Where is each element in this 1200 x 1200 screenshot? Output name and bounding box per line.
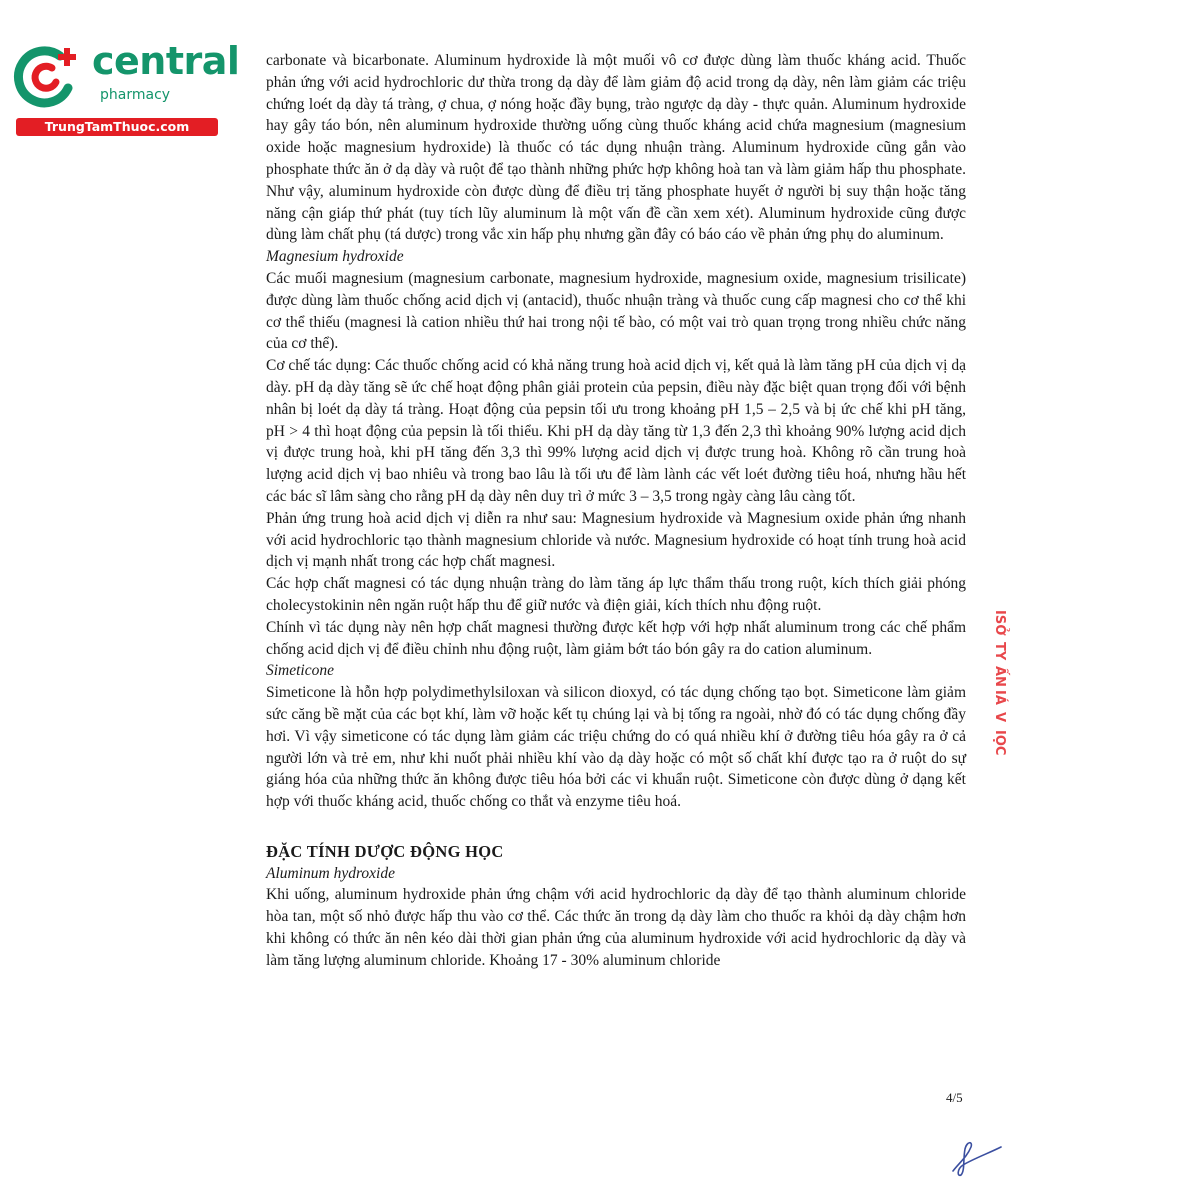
subheading-simeticone: Simeticone — [266, 662, 335, 680]
paragraph: Khi uống, aluminum hydroxide phản ứng chậm với acid hydrochloric dạ dày để tạo thành aluminum chloride hòa tan, một số nhỏ được hấp thu vào cơ thể. Các thức ăn trong dạ dày làm cho thuốc ra khỏi dạ dày chậm hơn khi không có thức ăn nên kéo dài thời gian phản ứng của aluminum hydroxide với acid hydrochloric dạ dày và làm tăng lượng aluminum chloride. Khoảng 17 - 30% aluminum chloride — [266, 886, 966, 969]
paragraph: Phản ứng trung hoà acid dịch vị diễn ra như sau: Magnesium hydroxide và Magnesium oxide phản ứng nhanh với acid hydrochloric tạo thành magnesium chloride và nước. Magnesium hydroxide có hoạt tính trung hoà acid dịch vị mạnh nhất trong các hợp chất magnesi. — [266, 509, 966, 571]
pharmacy-cross-logo-icon — [12, 38, 84, 110]
stamp-text: V — [992, 712, 1007, 723]
subheading-magnesium-hydroxide: Magnesium hydroxide — [266, 248, 404, 266]
paragraph: Các muối magnesium (magnesium carbonate, magnesium hydroxide, magnesium oxide, magnesium trisilicate) được dùng làm thuốc chống acid dịch vị (antacid), thuốc nhuận tràng và thuốc cung cấp magnesi cho cơ thể khi cơ thể thiếu (magnesi là cation nhiều thứ hai trong nội tế bào, có một vai trò quan trọng trong nhiều chức năng của cơ thể). — [266, 269, 966, 353]
brand-logo — [8, 36, 240, 136]
stamp-text: IÁ — [992, 690, 1007, 705]
stamp-text: TY — [992, 642, 1007, 661]
paragraph: Chính vì tác dụng này nên hợp chất magnesi thường được kết hợp với hợp nhất aluminum trong các chế phẩm chống acid dịch vị để điều chỉnh nhu động ruột, làm giảm bớt táo bón gây ra do cation aluminum. — [266, 618, 966, 658]
section-heading-pharmacokinetics: ĐẶC TÍNH DƯỢC ĐỘNG HỌC — [266, 841, 504, 861]
paragraph: Các hợp chất magnesi có tác dụng nhuận tràng do làm tăng áp lực thẩm thấu trong ruột, kích thích giải phóng cholecystokinin nên ngăn ruột hấp thu để giữ nước và điện giải, kích thích nhu động ruột. — [266, 575, 966, 614]
brand-name: central — [92, 39, 240, 83]
stamp-text: ẤN — [992, 666, 1007, 687]
red-stamp-fragment — [992, 610, 1031, 760]
document-body — [266, 50, 966, 972]
signature-icon — [945, 1133, 1005, 1178]
paragraph: carbonate và bicarbonate. Aluminum hydroxide là một muối vô cơ được dùng làm thuốc kháng acid. Thuốc phản ứng với acid hydrochloric dư thừa trong dạ dày để làm giảm độ acid trong dạ dày, nên làm giảm các triệu chứng loét dạ dày tá tràng, ợ chua, ợ nóng hoặc đầy bụng, trào ngược dạ dày - thực quản. Aluminum hydroxide hay gây táo bón, nên aluminum hydroxide thường uống cùng thuốc kháng acid chứa magnesium (magnesium oxide hoặc magnesium hydroxide) là thuốc có tác dụng nhuận tràng. Aluminum hydroxide cũng gắn vào phosphate thức ăn ở dạ dày và ruột để tạo thành những phức hợp không hoà tan và làm giảm hấp thu phosphate. Như vậy, aluminum hydroxide còn được dùng để điều trị tăng phosphate huyết ở người bị suy thận hoặc tăng năng cận giáp thứ phát (tuy tích lũy aluminum là một vấn đề cần xem xét). Aluminum hydroxide cũng được dùng làm chất phụ (tá dược) trong vắc xin hấp phụ nhưng gần đây có báo cáo về phản ứng phụ do aluminum. — [266, 52, 966, 244]
stamp-text: IỌC — [992, 730, 1007, 756]
paragraph: Simeticone là hỗn hợp polydimethylsiloxan và silicon dioxyd, có tác dụng chống tạo bọt. Simeticone làm giảm sức căng bề mặt của các bọt khí, làm vỡ hoặc kết tụ chúng lại và bị tống ra ngoài, nhờ đó có tác dụng chống đầy hơi. Vì vậy simeticone có tác dụng làm giảm các triệu chứng do có quá nhiều khí ở đường tiêu hóa gây ra ở cả người lớn và trẻ em, như khi nuốt phải nhiều khí vào dạ dày hoặc có một số chất khí được tạo ra ở ruột do sự giáng hóa của những thức ăn không được tiêu hóa bởi các vi khuẩn ruột. Simeticone còn được dùng ở dạng kết hợp với thuốc kháng acid, thuốc chống co thắt và enzyme tiêu hoá. — [266, 684, 966, 811]
stamp-text: ISỞ — [992, 610, 1007, 636]
page-number: 4/5 — [946, 1090, 963, 1105]
brand-tagline: pharmacy — [100, 87, 171, 103]
brand-website: TrungTamThuoc.com — [16, 118, 218, 136]
subheading-aluminum-hydroxide: Aluminum hydroxide — [266, 864, 395, 882]
paragraph: Cơ chế tác dụng: Các thuốc chống acid có khả năng trung hoà acid dịch vị, kết quả là làm tăng pH của dịch vị dạ dày. pH dạ dày tăng sẽ ức chế hoạt động phân giải protein của pepsin, điều này đặc biệt quan trọng đối với bệnh nhân bị loét dạ dày tá tràng. Hoạt động của pepsin tối ưu trong khoảng pH 1,5 – 2,5 và bị ức chế khi pH tăng, pH > 4 thì hoạt động của pepsin là tối thiểu. Khi pH dạ dày tăng từ 1,3 đến 2,3 thì khoảng 90% lượng acid dịch vị được trung hoà, khi pH tăng đến 3,3 thì 99% lượng acid dịch vị được trung hoà. Không rõ cần trung hoà lượng acid dịch vị bao nhiêu và trong bao lâu là tối ưu để làm lành các vết loét đường tiêu hoá, nhưng hầu hết các bác sĩ lâm sàng cho rằng pH dạ dày nên duy trì ở mức 3 – 3,5 trong ngày càng lâu càng tốt. — [266, 357, 966, 505]
